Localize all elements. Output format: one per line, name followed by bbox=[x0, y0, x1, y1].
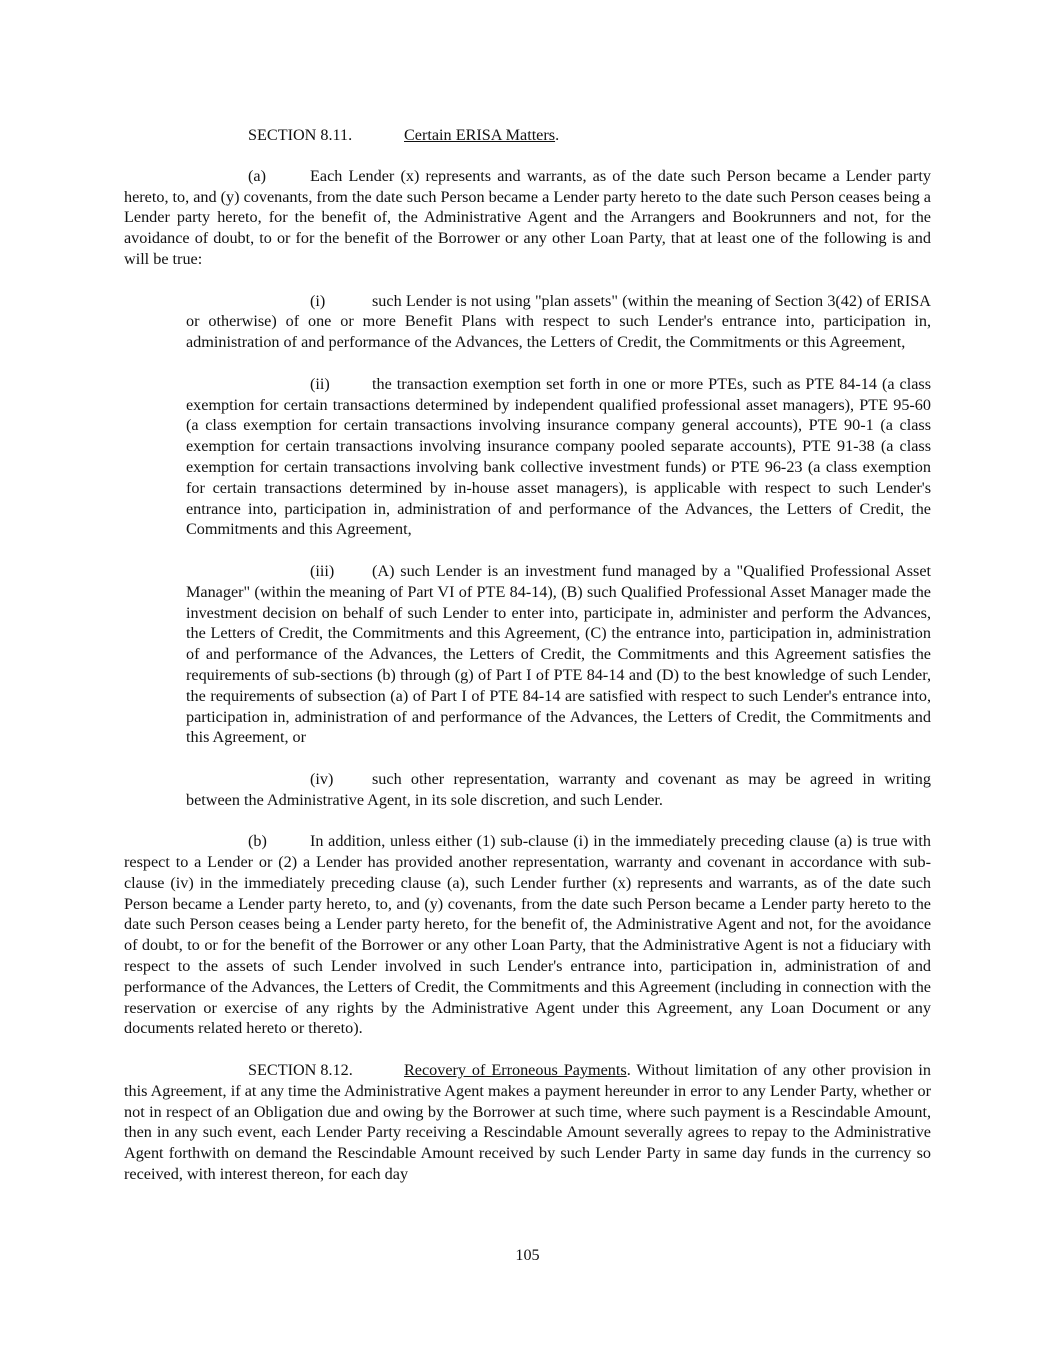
section-title: Certain ERISA Matters bbox=[404, 126, 556, 144]
paragraph-label: (b) bbox=[248, 832, 267, 851]
section-text: . Without limitation of any other provision in this Agreement, if at any time the Administrative Agent makes a payment hereunder in error to any Lender Party, whether or not in respect of an Obligation due and owing by the Borrower at such time, where such payment is a Rescindable Amount, then in any such event, each Lender Party receiving a Rescindable Amount severally agrees to repay to the Administrative Agent forthwith on demand the Rescindable Amount received by such Lender Party in same day funds in the currency so received, with interest thereon, for each day bbox=[124, 1061, 932, 1184]
clause-iii bbox=[186, 561, 931, 748]
paragraph-b bbox=[124, 831, 931, 1039]
paragraph-label: (a) bbox=[248, 166, 266, 185]
document-page bbox=[124, 125, 931, 1185]
clause-i bbox=[186, 291, 931, 353]
clause-text: such Lender is not using "plan assets" (within the meaning of Section 3(42) of ERISA or otherwise) of one or more Benefit Plans with respect to such Lender's entrance into, participation in, administration of and performance of the Advances, the Letters of Credit, the Commitments or this Agreement, bbox=[186, 291, 931, 352]
section-title-period: . bbox=[555, 126, 560, 144]
clause-label: (ii) bbox=[310, 374, 330, 393]
clause-label: (iii) bbox=[310, 561, 335, 580]
clause-text: (A) such Lender is an investment fund managed by a "Qualified Professional Asset Manager" (within the meaning of Part VI of PTE 84-14), (B) such Qualified Professional Asset Manager made the investment decision on behalf of such Lender to enter into, participate in, administer and perform the Advances, the Letters of Credit, the Commitments and this Agreement, (C) the entrance into, participation in, administration of and performance of the Advances, the Letters of Credit, the Commitments and this Agreement satisfies the requirements of sub-sections (b) through (g) of Part I of PTE 84-14 and (D) to the best knowledge of such Lender, the requirements of subsection (a) of Part I of PTE 84-14 are satisfied with respect to such Lender's entrance into, participation in, administration of and performance of the Advances, the Letters of Credit, the Commitments and this Agreement, or bbox=[186, 561, 931, 747]
section-8-12 bbox=[124, 1060, 931, 1185]
paragraph-text: Each Lender (x) represents and warrants, as of the date such Person became a Lender party hereto, to, and (y) covenants, from the date such Person became a Lender party hereto to the date such Person ceases being a Lender party hereto, for the benefit of, the Administrative Agent and the Arrangers and Bookrunners and not, for the avoidance of doubt, to or for the benefit of the Borrower or any other Loan Party, that at least one of the following is and will be true: bbox=[124, 166, 931, 268]
clause-ii bbox=[186, 374, 931, 540]
section-number: SECTION 8.11. bbox=[248, 126, 353, 144]
clause-iv bbox=[186, 769, 931, 811]
section-8-11-heading bbox=[124, 125, 931, 146]
page-number: 105 bbox=[515, 1246, 540, 1264]
clause-text: such other representation, warranty and covenant as may be agreed in writing between the Administrative Agent, in its sole discretion, and such Lender. bbox=[186, 769, 931, 809]
section-number: SECTION 8.12. bbox=[248, 1061, 353, 1080]
clause-label: (i) bbox=[310, 291, 326, 310]
paragraph-a bbox=[124, 166, 931, 270]
paragraph-text: In addition, unless either (1) sub-clause (i) in the immediately preceding clause (a) is true with respect to a Lender or (2) a Lender has provided another representation, warranty and covenant in accordance with sub-clause (iv) in the immediately preceding clause (a), such Lender further (x) represents and warrants, as of the date such Person became a Lender party hereto, to, and (y) covenants, from the date such Person became a Lender party hereto to the date such Person ceases being a Lender party hereto, for the benefit of, the Administrative Agent and not, for the avoidance of doubt, to or for the benefit of the Borrower or any other Loan Party, that the Administrative Agent is not a fiduciary with respect to the assets of such Lender involved in such Lender's entrance into, participation in, administration of and performance of the Advances, the Letters of Credit, the Commitments and this Agreement (including in connection with the reservation or exercise of any rights by the Administrative Agent under this Agreement, any Loan Document or any documents related hereto or thereto). bbox=[124, 832, 931, 1038]
clause-text: the transaction exemption set forth in one or more PTEs, such as PTE 84-14 (a class exemption for certain transactions determined by independent qualified professional asset managers), PTE 95-60 (a class exemption for certain transactions involving insurance company general accounts), PTE 90-1 (a class exemption for certain transactions involving insurance company pooled separate accounts), PTE 91-38 (a class exemption for certain transactions involving bank collective investment funds) or PTE 96-23 (a class exemption for certain transactions determined by in-house asset managers), is applicable with respect to such Lender's entrance into, participation in, administration of and performance of the Advances, the Letters of Credit, the Commitments and this Agreement, bbox=[186, 374, 931, 539]
section-title: Recovery of Erroneous Payments bbox=[404, 1061, 627, 1080]
clause-label: (iv) bbox=[310, 769, 334, 788]
